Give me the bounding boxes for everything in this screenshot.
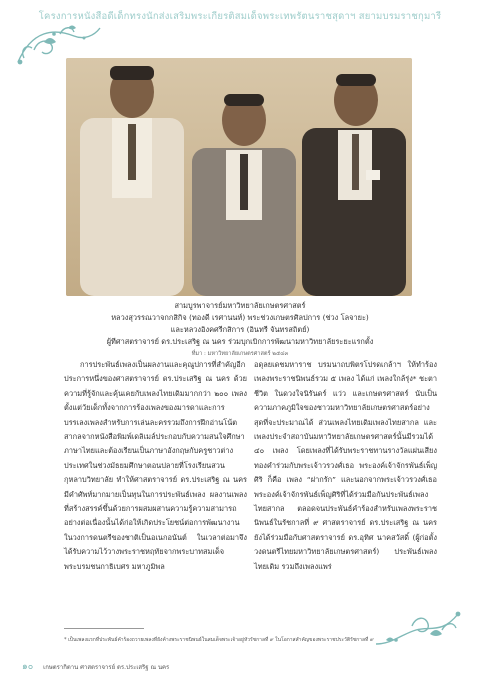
floral-ornament-icon <box>372 604 462 650</box>
body-text-left-column: การประพันธ์เพลงเป็นผลงานและคุณูปการที่สำคัญอีกประการหนึ่งของศาสตราจารย์ ดร.ประเสริฐ ณ นคร ด้วยความที่รู้จักและคุ้นเคยกับเพลงไทยเดิมมากกว่า ๒๐๐ เพลงตั้งแต่วัยเด็กทั้งจากการร้องเพลงของมารดาและการบรรเลงเพลงสำหรับการเล่นละครรวมถึงการฝึกอ่านโน้ตสากลจากหนังสือพิมพ์เดลิเมล์ประกอบกับความสนใจศึกษาภาษาไทยและต้องเรียนเป็นภาษาอังกฤษกับครูชาวต่างประเทศในช่วงมัธยมศึกษาตอนปลายที่โรงเรียนสวนกุหลาบวิทยาลัย ทำให้ศาสตราจารย์ ดร.ประเสริฐ ณ นคร มีคำศัพท์มากมายเป็นทุนในการประพันธ์เพลง ผลงานเพลงที่สร้างสรรค์ขึ้นด้วยการผสมผสานความรู้ความสามารถอย่างต่อเนื่องนั้นได้ก่อให้เกิดประโยชน์ต่อการพัฒนางานในวงการดนตรีของชาติเป็นอเนกอนันต์ ในเวลาต่อมาจึงได้รับความไว้วางพระราชหฤทัยจากพระบาทสมเด็จพระบรมชนกาธิเบศร มหาภูมิพล <box>64 360 247 571</box>
photo-caption-title: สามบูรพาจารย์มหาวิทยาลัยเกษตรศาสตร์ <box>174 301 306 310</box>
footnote-divider <box>64 628 144 629</box>
photo-source: ที่มา : มหาวิทยาลัยเกษตรศาสตร์ ๒๕๔๓ <box>191 351 289 357</box>
footnote: * เป็นเพลงแรกที่ประพันธ์คำร้องถวายเพลงที่ยังค้างพระราชนิพนธ์ในสมเด็จพระเจ้าอยู่หัวรัชกาลที่ ๙ ในโอกาสสำคัญของพระราชประวัติรัชกาลที่ ๙ <box>64 637 374 643</box>
historical-photo <box>66 58 412 296</box>
running-header: โครงการหนังสือดีเด็กทรงนักส่งเสริมพระเกียรติสมเด็จพระเทพรัตนราชสุดาฯ สยามบรมราชกุมารี <box>38 11 442 22</box>
page-footer <box>22 659 169 673</box>
photo-image <box>66 58 412 296</box>
page-number: ๑๐ <box>22 662 34 672</box>
footer-text: เกษตรากิตาน ศาสตราจารย์ ดร.ประเสริฐ ณ นคร <box>43 664 170 671</box>
body-text-right-column: อดุลยเดชมหาราช บรมนาถบพิตรโปรดเกล้าฯ ให้ทำร้องเพลงพระราชนิพนธ์รวม ๕ เพลง ได้แก่ เพลงใกล้รุ่ง* ชะตาชีวิต ในดวงใจนิรันดร์ แว่ว และเกษตรศาสตร์ นับเป็นความภาคภูมิใจของชาวมหาวิทยาลัยเกษตรศาสตร์อย่างสุดที่จะประมาณได้ ส่วนเพลงไทยเดิมเพลงไทยสากล และเพลงประจำสถาบันมหาวิทยาลัยเกษตรศาสตร์นั้นมีรวมได้ ๔๐ เพลง โดยเพลงที่ได้รับพระราชทานรางวัลแผ่นเสียงทองคำร่วมกับพระเจ้าวรวงศ์เธอ พระองค์เจ้าจักรพันธ์เพ็ญศิริ ก็คือ เพลง “ฝากรัก” และนอกจากพระเจ้าวรวงศ์เธอ พระองค์เจ้าจักรพันธ์เพ็ญศิริที่ได้ร่วมมือกันประพันธ์เพลงไทยสากล ตลอดจนประพันธ์คำร้องสำหรับเพลงพระราชนิพนธ์ในรัชกาลที่ ๙ ศาสตราจารย์ ดร.ประเสริฐ ณ นคร ยังได้ร่วมมือกับศาสตราจารย์ ดร.อุทิศ นาคสวัสดิ์ (ผู้ก่อตั้งวงดนตรีไทยมหาวิทยาลัยเกษตรศาสตร์) ประพันธ์เพลงไทยเดิม รวมถึงเพลงแพร่ <box>254 360 437 571</box>
photo-caption-line: หลวงสุวรรณวาจกกสิกิจ (ทองดี เรศานนท์) พระช่วงเกษตรศิลปการ (ช่วง โลจายะ) <box>111 313 369 322</box>
photo-caption-line: และหลวงอิงคศรีกสิการ (อินทรี จันทรสถิตย์) <box>170 325 310 334</box>
photo-caption-line: ผู้ทีศาสตราจารย์ ดร.ประเสริฐ ณ นคร ร่วมบุกเบิกการพัฒนามหาวิทยาลัยระยะแรกตั้ง <box>106 337 374 346</box>
